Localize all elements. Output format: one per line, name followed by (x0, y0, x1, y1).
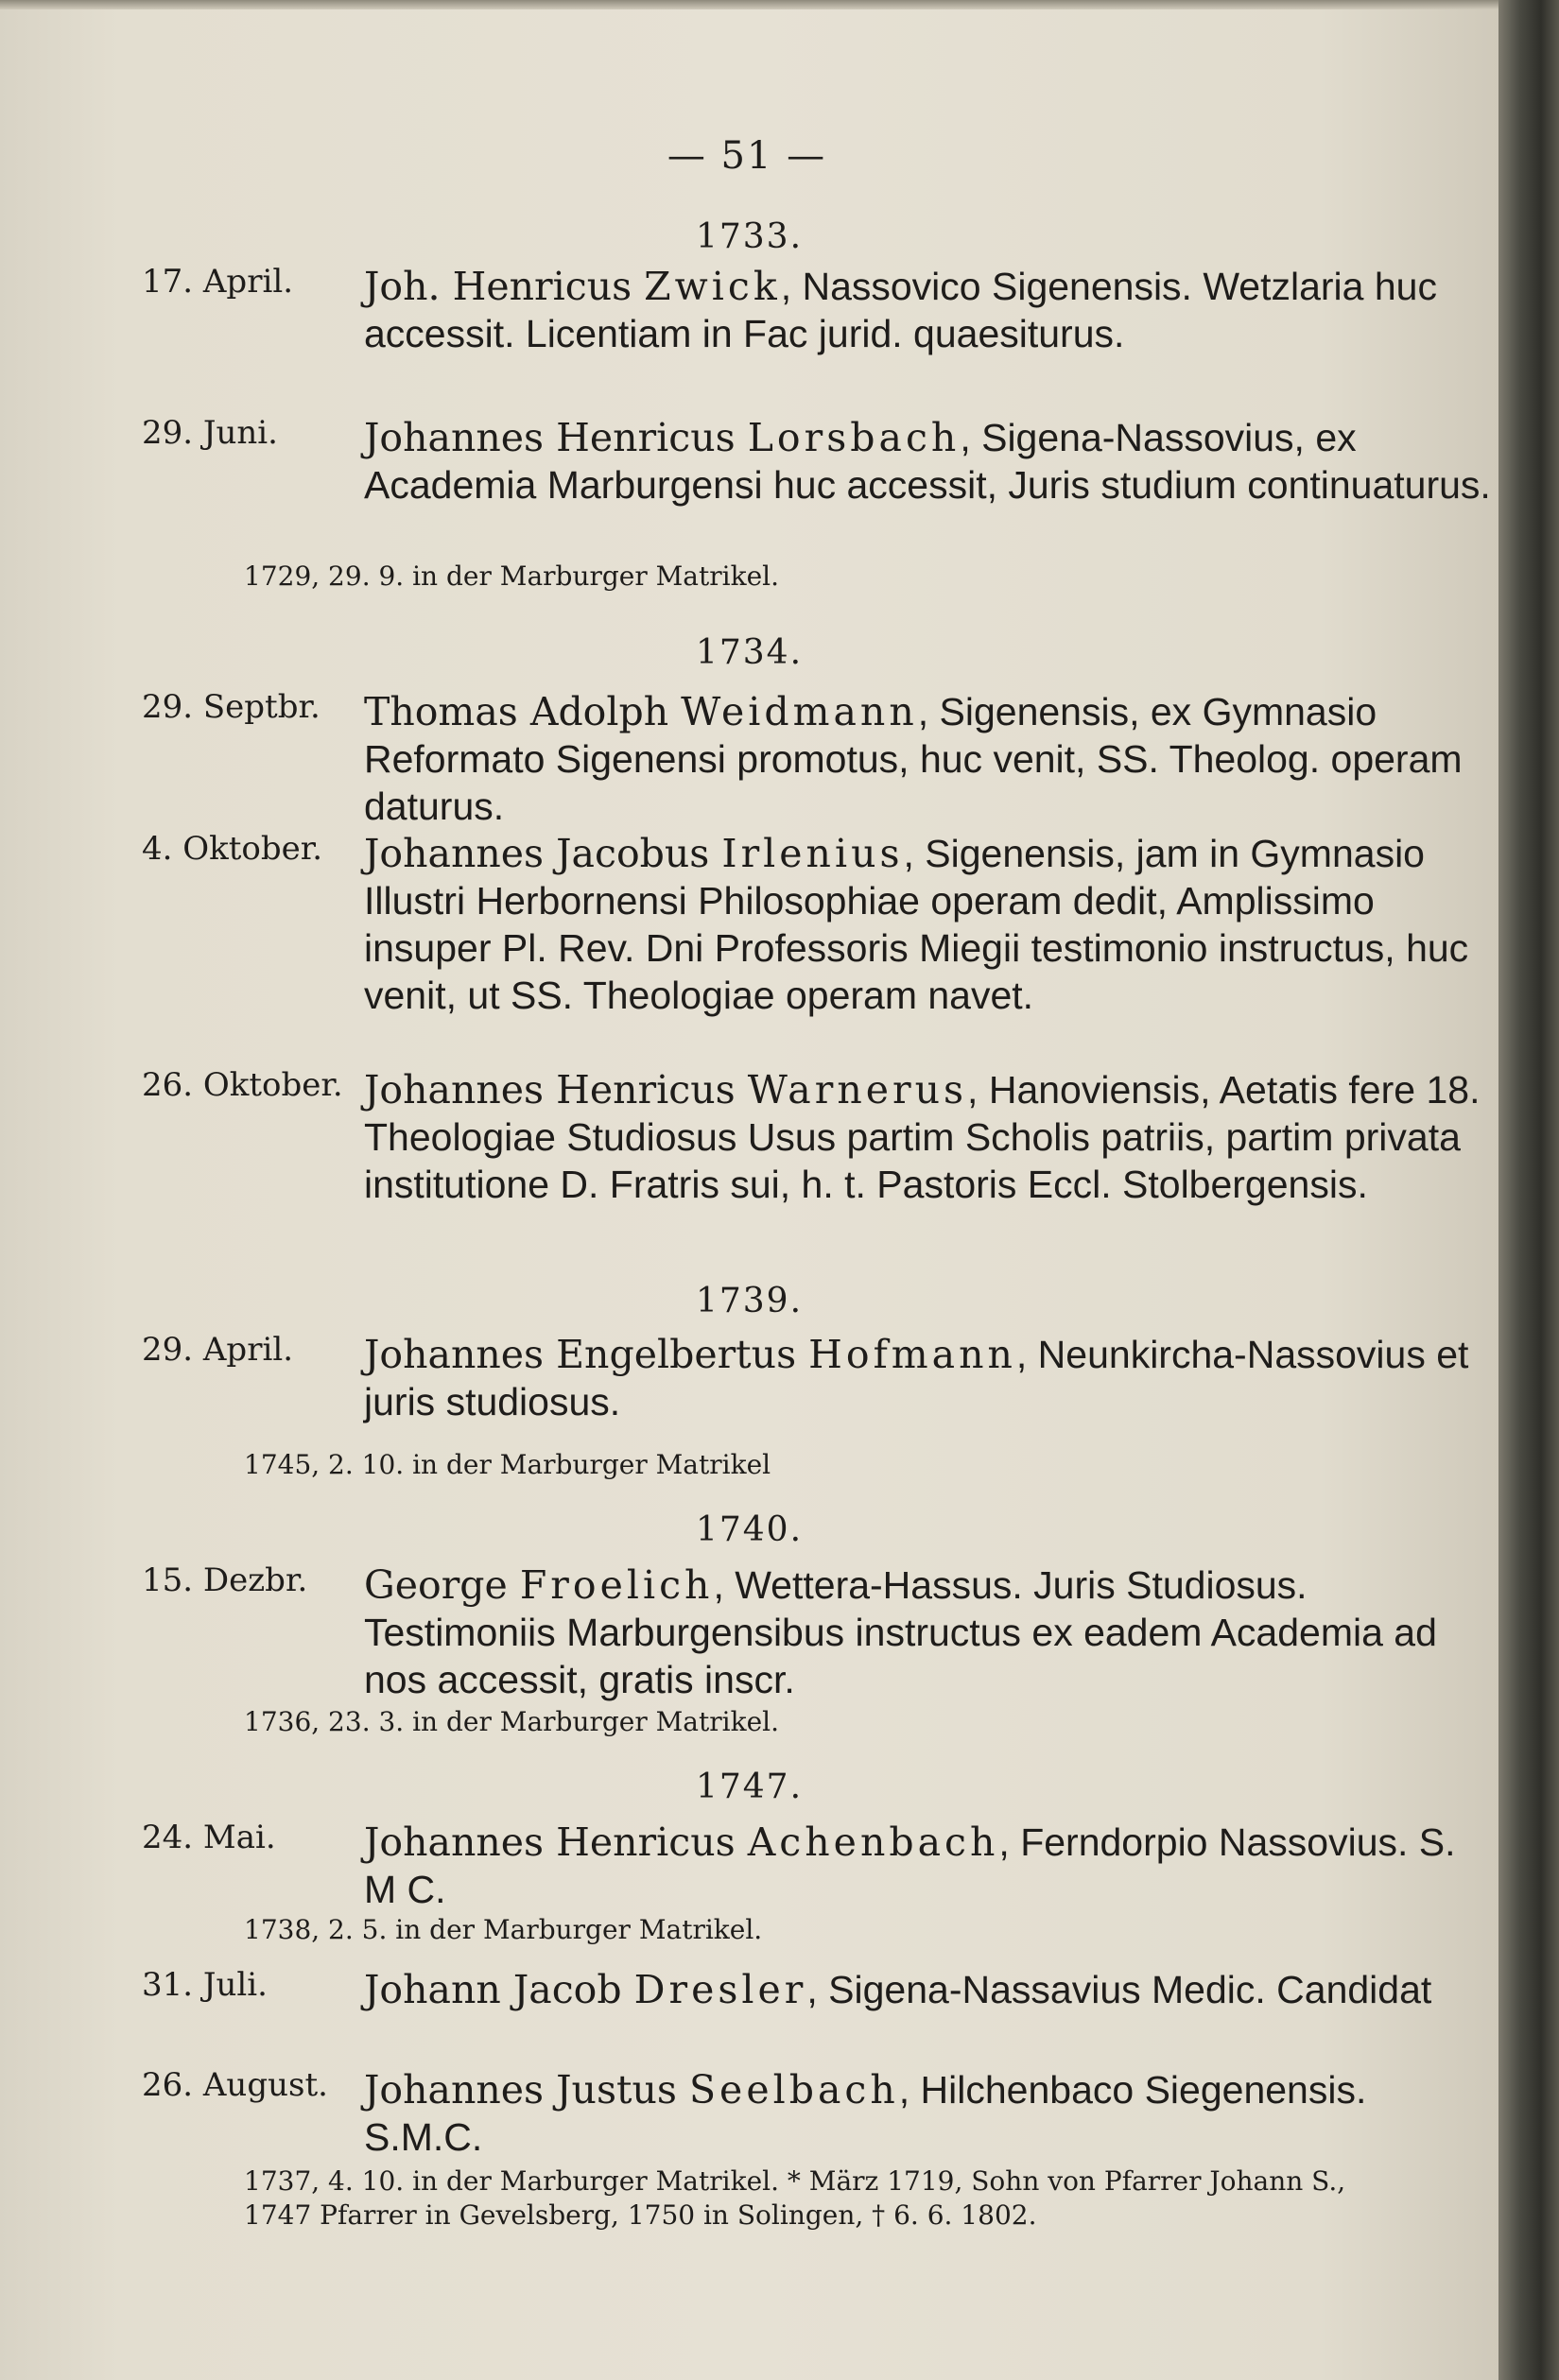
given-name: Joh. Henricus (364, 264, 645, 309)
year-heading-1734: 1734. (695, 633, 804, 672)
entry-seelbach (142, 2066, 1367, 2161)
entry-achenbach (142, 1819, 1456, 1913)
entry-description: , Sigena-Nassavius Medic. Candidat (806, 1968, 1432, 2011)
given-name: Thomas Adolph (364, 689, 682, 734)
entry-text (364, 1066, 1494, 1208)
entry-text (364, 414, 1494, 509)
given-name: Johannes Henricus (364, 1067, 748, 1112)
entry-text (364, 263, 1494, 357)
surname: Dresler (633, 1967, 807, 2012)
entry-date: 4. Oktober. (142, 830, 323, 868)
entry-description: , Wettera-Hassus. Juris Studiosus. Testimoniis Marburgensibus instructus ex eadem Academia ad nos accessit, gratis inscr. (364, 1563, 1437, 1701)
given-name: Johannes Jacobus (364, 831, 722, 876)
footnote-1745: 1745, 2. 10. in der Marburger Matrikel (244, 1449, 771, 1480)
entry-warnerus (142, 1066, 1481, 1208)
entry-weidmann (142, 688, 1463, 830)
entry-dresler (142, 1966, 1432, 2013)
entry-description: , Sigenensis, jam in Gymnasio Illustri Herbornensi Philosophiae operam dedit, Amplissimo insuper Pl. Rev. Dni Professoris Miegii testimonio instructus, huc venit, ut SS. Theologiae operam navet. (364, 832, 1469, 1017)
entry-date: 29. Juni. (142, 414, 278, 452)
entry-hofmann (142, 1331, 1469, 1425)
year-heading-1740: 1740. (695, 1510, 804, 1549)
entry-date: 29. April. (142, 1331, 294, 1369)
entry-description: , Sigenensis, ex Gymnasio Reformato Sigenensi promotus, huc venit, SS. Theolog. operam daturus. (364, 690, 1463, 828)
entry-froelich (142, 1561, 1437, 1703)
year-heading-1747: 1747. (695, 1768, 804, 1806)
entry-text (364, 2066, 1494, 2161)
entry-description: , Neunkircha-Nassovius et juris studiosus. (364, 1333, 1469, 1423)
entry-text (364, 830, 1494, 1019)
surname: Seelbach (688, 2067, 899, 2113)
entry-text (364, 1331, 1494, 1425)
entry-zwick (142, 263, 1437, 357)
entry-description: , Hilchenbaco Siegenensis. S.M.C. (364, 2068, 1367, 2159)
surname: Weidmann (681, 689, 918, 734)
surname: Zwick (644, 264, 781, 309)
given-name: Johannes Henricus (364, 1819, 748, 1865)
entry-date: 24. Mai. (142, 1819, 276, 1856)
given-name: Johann Jacob (364, 1967, 634, 2012)
surname: Irlenius (721, 831, 904, 876)
entry-date: 26. Oktober. (142, 1066, 343, 1104)
surname: Warnerus (747, 1067, 968, 1112)
year-heading-1739: 1739. (695, 1282, 804, 1320)
entry-text (364, 1561, 1494, 1703)
footnote-1736: 1736, 23. 3. in der Marburger Matrikel. (244, 1706, 779, 1737)
footnote-1729: 1729, 29. 9. in der Marburger Matrikel. (244, 561, 779, 592)
footnote-1738: 1738, 2. 5. in der Marburger Matrikel. (244, 1914, 763, 1945)
given-name: George (364, 1562, 520, 1608)
year-heading-1733: 1733. (695, 217, 804, 256)
entry-description: , Hanoviensis, Aetatis fere 18. Theologiae Studiosus Usus partim Scholis patriis, partim privata institutione D. Fratris sui, h. t. Pastoris Eccl. Stolbergensis. (364, 1068, 1481, 1206)
entry-date: 26. August. (142, 2066, 328, 2104)
entry-text (364, 1819, 1494, 1913)
given-name: Johannes Justus (364, 2067, 689, 2113)
surname: Achenbach (747, 1819, 999, 1865)
entry-text (364, 1966, 1494, 2013)
given-name: Johannes Engelbertus (364, 1332, 809, 1377)
surname: Lorsbach (747, 415, 961, 460)
page-number: — 51 — (667, 134, 827, 178)
book-spine-edge (1498, 0, 1559, 2380)
surname: Hofmann (808, 1332, 1016, 1377)
entry-date: 29. Septbr. (142, 688, 320, 726)
entry-text (364, 688, 1494, 830)
page-top-edge (0, 0, 1498, 9)
entry-date: 31. Juli. (142, 1966, 268, 2004)
entry-description: , Sigena-Nassovius, ex Academia Marburgensi huc accessit, Juris studium continuaturus. (364, 416, 1491, 507)
entry-description: , Nassovico Sigenensis. Wetzlaria huc accessit. Licentiam in Fac jurid. quaesiturus. (364, 265, 1437, 355)
surname: Froelich (519, 1562, 714, 1608)
entry-date: 15. Dezbr. (142, 1561, 308, 1599)
entry-lorsbach (142, 414, 1491, 509)
entry-irlenius (142, 830, 1469, 1019)
entry-description: , Ferndorpio Nassovius. S. M C. (364, 1820, 1456, 1911)
entry-date: 17. April. (142, 263, 294, 301)
given-name: Johannes Henricus (364, 415, 748, 460)
footnote-1737: 1737, 4. 10. in der Marburger Matrikel. * März 1719, Sohn von Pfarrer Johann S., 1747 Pfarrer in Gevelsberg, 1750 in Solingen, † 6. 6. 1802. (244, 2165, 1346, 2231)
